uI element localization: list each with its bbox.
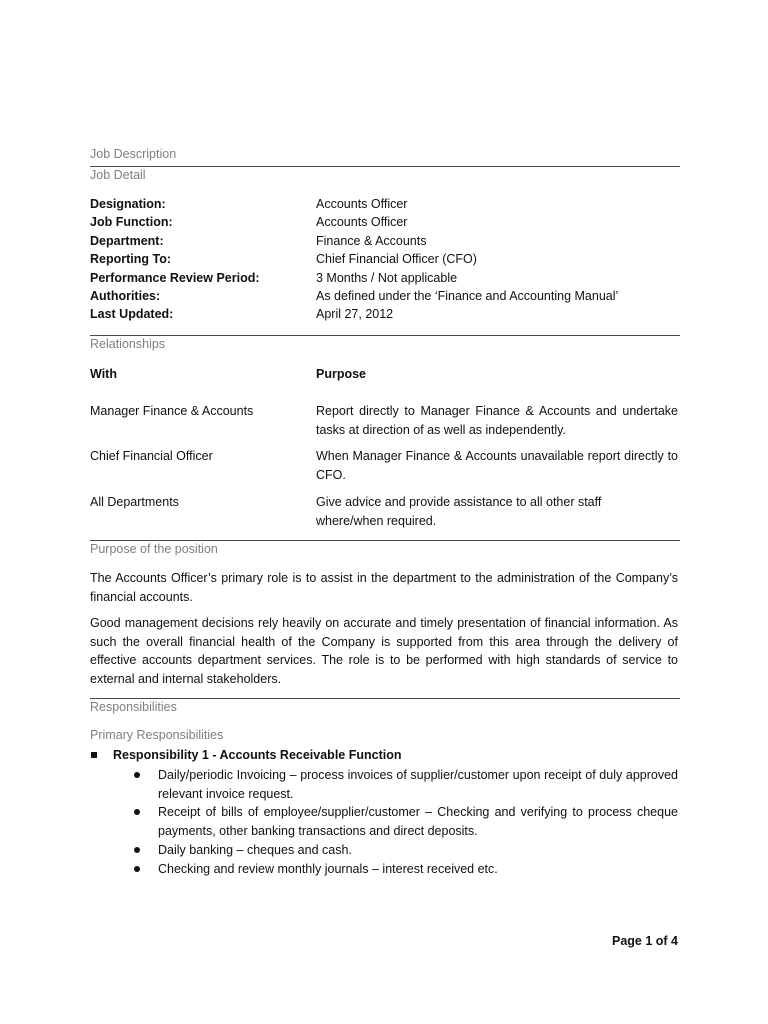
bullet-dot-icon [134,772,140,778]
bullet-dot-icon [134,866,140,872]
job-detail-value: 3 Months / Not applicable [316,271,458,285]
section-job-detail: Job Detail [90,168,146,182]
divider [90,540,680,541]
job-detail-value: Chief Financial Officer (CFO) [316,252,477,266]
section-responsibilities: Responsibilities [90,700,177,714]
bullet-dot-icon [134,809,140,815]
job-detail-label: Designation: [90,197,166,211]
relationship-with: Chief Financial Officer [90,449,213,463]
job-detail-label: Department: [90,234,164,248]
job-detail-label: Reporting To: [90,252,171,266]
purpose-paragraph: The Accounts Officer’s primary role is to assist in the department to the administration of the Company’s financial accounts. [90,571,678,604]
list-item: Receipt of bills of employee/supplier/customer – Checking and verifying to process cheque payments, other banking transactions and direct deposits. [158,805,678,838]
job-detail-label: Performance Review Period: [90,271,260,285]
job-detail-value: Accounts Officer [316,197,408,211]
relationships-header-with: With [90,367,117,381]
divider [90,698,680,699]
job-detail-value: As defined under the ‘Finance and Accounting Manual’ [316,289,619,303]
list-item: Daily/periodic Invoicing – process invoices of supplier/customer upon receipt of duly approved relevant invoice request. [158,768,678,801]
relationship-with: All Departments [90,495,179,509]
bullet-dot-icon [134,847,140,853]
page-number: Page 1 of 4 [612,934,678,948]
relationship-with: Manager Finance & Accounts [90,404,254,418]
section-relationships: Relationships [90,337,166,351]
relationship-purpose: Report directly to Manager Finance & Accounts and undertake tasks at direction of as well as independently. [316,404,678,437]
list-item: Checking and review monthly journals – interest received etc. [158,862,498,876]
subsection-primary-responsibilities: Primary Responsibilities [90,728,224,742]
square-bullet-icon [91,752,97,758]
purpose-paragraph: Good management decisions rely heavily on accurate and timely presentation of financial information. As such the overall financial health of the Company is supported from this area through the delivery of effective accounts department services. The role is to be performed with high standards of service to external and internal stakeholders. [90,616,678,686]
relationship-purpose: When Manager Finance & Accounts unavailable report directly to CFO. [316,449,678,482]
section-job-description: Job Description [90,147,177,161]
relationship-purpose: Give advice and provide assistance to all other staff where/when required. [316,495,602,528]
divider [90,166,680,167]
section-purpose: Purpose of the position [90,542,218,556]
job-detail-value: Accounts Officer [316,215,408,229]
job-detail-value: Finance & Accounts [316,234,427,248]
job-detail-label: Authorities: [90,289,161,303]
relationships-header-purpose: Purpose [316,367,367,381]
list-item: Daily banking – cheques and cash. [158,843,352,857]
divider [90,335,680,336]
job-detail-label: Job Function: [90,215,173,229]
responsibility-title: Responsibility 1 - Accounts Receivable Function [113,748,402,762]
job-detail-label: Last Updated: [90,307,174,321]
job-detail-value: April 27, 2012 [316,307,394,321]
